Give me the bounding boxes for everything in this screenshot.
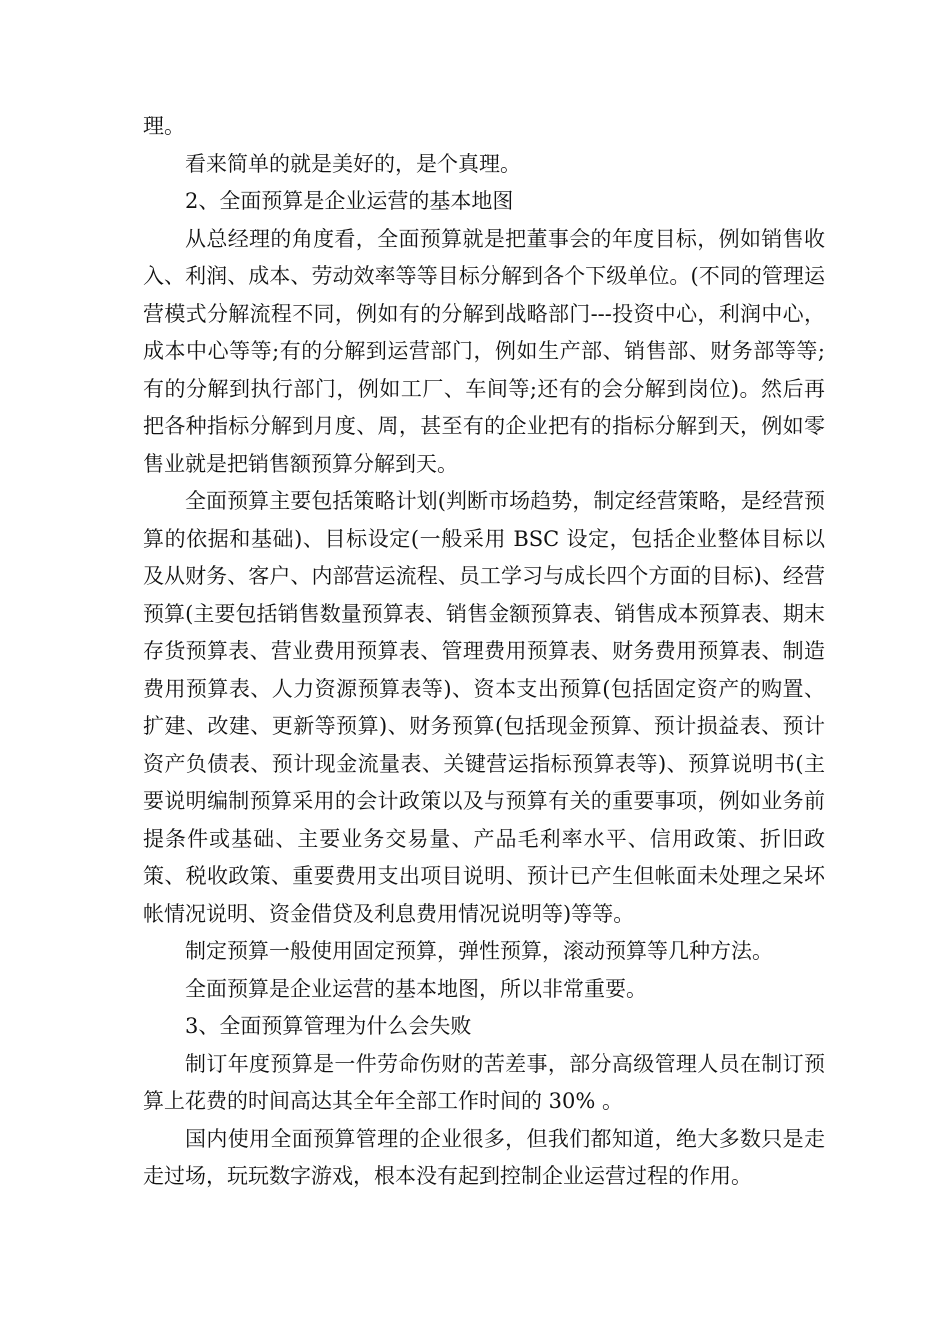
section-heading-3: 3、全面预算管理为什么会失败 bbox=[185, 1014, 472, 1038]
paragraph-continuation: 理。 bbox=[143, 114, 185, 138]
document-page bbox=[143, 108, 825, 1196]
section-heading-2: 2、全面预算是企业运营的基本地图 bbox=[185, 189, 514, 213]
paragraph-budget-contents: 全面预算主要包括策略计划(判断市场趋势，制定经营策略，是经营预算的依据和基础)、目标设定(一般采用 BSC 设定，包括企业整体目标以及从财务、客户、内部营运流程、员工学习与成长四个方面的目标)、经营预算(主要包括销售数量预算表、销售金额预算表、销售成本预算表、期末存货预算表、营业费用预算表、管理费用预算表、财务费用预算表、制造费用预算表、人力资源预算表等)、资本支出预算(包括固定资产的购置、扩建、改建、更新等预算)、财务预算(包括现金预算、预计损益表、预计资产负债表、预计现金流量表、关键营运指标预算表等)、预算说明书(主要说明编制预算采用的会计政策以及与预算有关的重要事项，例如业务前提条件或基础、主要业务交易量、产品毛利率水平、信用政策、折旧政策、税收政策、重要费用支出项目说明、预计已产生但帐面未处理之呆坏帐情况说明、资金借贷及利息费用情况说明等)等等。 bbox=[143, 489, 825, 926]
paragraph-domestic-usage: 国内使用全面预算管理的企业很多，但我们都知道，绝大多数只是走走过场，玩玩数字游戏，根本没有起到控制企业运营过程的作用。 bbox=[143, 1126, 825, 1188]
paragraph-gm-perspective: 从总经理的角度看，全面预算就是把董事会的年度目标，例如销售收入、利润、成本、劳动效率等等目标分解到各个下级单位。(不同的管理运营模式分解流程不同，例如有的分解到战略部门---投资中心，利润中心，成本中心等等;有的分解到运营部门，例如生产部、销售部、财务部等等;有的分解到执行部门，例如工厂、车间等;还有的会分解到岗位)。然后再把各种指标分解到月度、周，甚至有的企业把有的指标分解到天，例如零售业就是把销售额预算分解到天。 bbox=[143, 226, 825, 476]
paragraph-budget-effort: 制订年度预算是一件劳命伤财的苦差事，部分高级管理人员在制订预算上花费的时间高达其全年全部工作时间的 30% 。 bbox=[143, 1051, 825, 1113]
paragraph-budget-importance: 全面预算是企业运营的基本地图，所以非常重要。 bbox=[185, 976, 647, 1001]
paragraph-budget-methods: 制定预算一般使用固定预算，弹性预算，滚动预算等几种方法。 bbox=[185, 939, 773, 963]
paragraph-simple-is-beautiful: 看来简单的就是美好的，是个真理。 bbox=[185, 151, 521, 176]
